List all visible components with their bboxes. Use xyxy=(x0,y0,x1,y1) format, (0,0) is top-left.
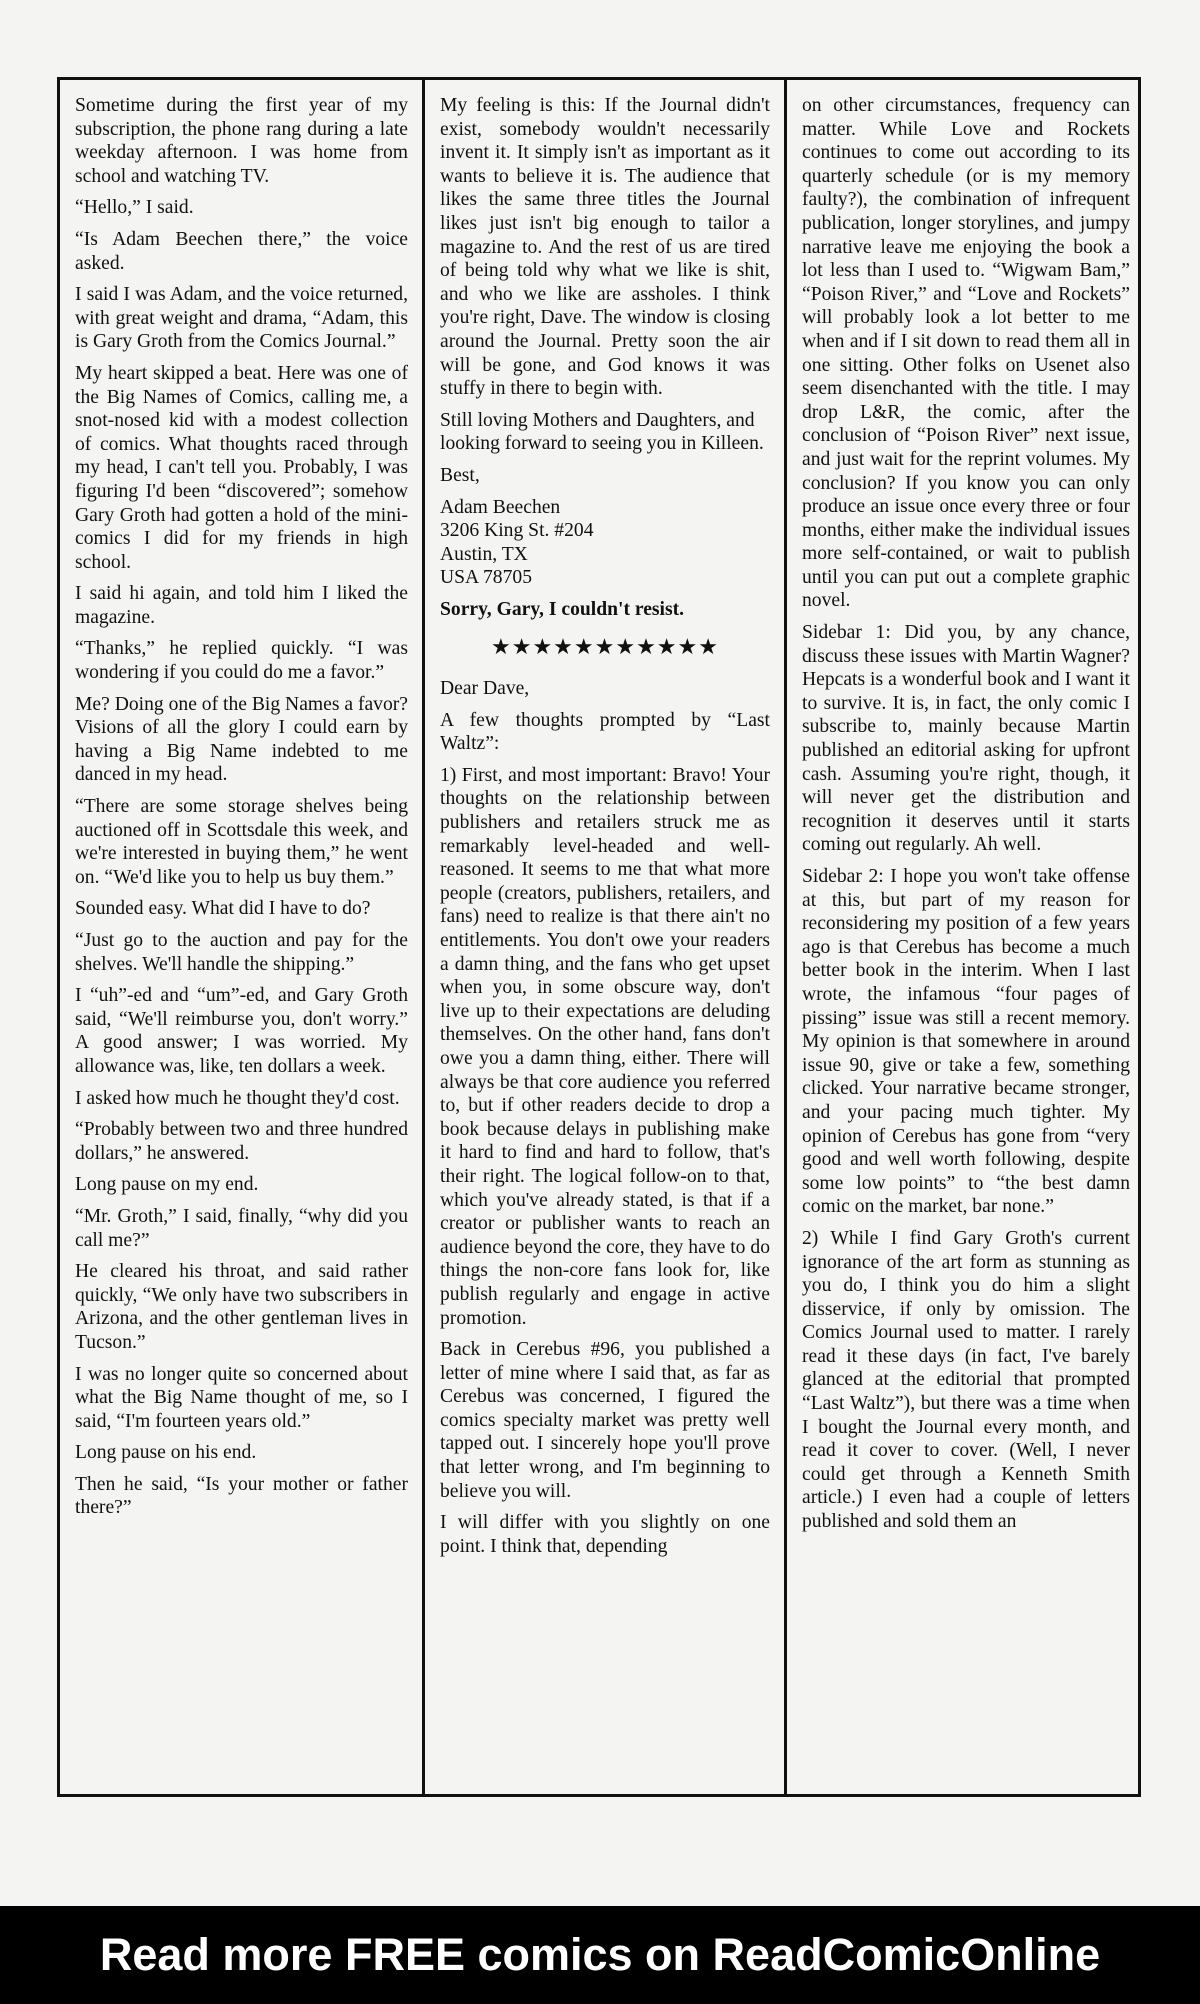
closing: Best, xyxy=(440,464,480,486)
salutation: Dear Dave, xyxy=(440,678,530,700)
paragraph: 1) First, and most important: Bravo! Your thoughts on the relationship between publishers and retailers struck me as remarkably level-headed and well-reasoned. It seems to me that what more people (creators, publishers, retailers, and fans) need to realize is that there ain't no entitlements. You don't owe your readers a damn thing, and the fans who get upset when you, in some obscure way, don't live up to their expectations are deluding themselves. On the other hand, fans don't owe you a damn thing, either. There will always be that core audience you referred to, but if other readers decide to drop a book because delays in publishing make it hard to find and hard to follow, that's their right. The logical follow-on to that, which you've already stated, is that if a creator or publisher wants to reach an audience beyond the core, they have to do things the non-core fans look for, like publish regularly and engage in active promotion. xyxy=(440,764,770,1329)
paragraph: Sidebar 1: Did you, by any chance, discuss these issues with Martin Wagner? Hepcats is a wonderful book and I want it to survive. It is, in fact, the only comic I subscribe to, mainly because Martin published an editorial asking for upfront cash. Assuming you're right, though, it will never get the distribution and recognition it deserves until it starts coming out regularly. Ah well. xyxy=(802,622,1130,856)
paragraph: on other circumstances, frequency can matter. While Love and Rockets continues to come out according to its quarterly schedule (or is my memory faulty?), the combination of infrequent publication, longer storylines, and jumpy narrative leave me enjoying the book a lot less than I used to. “Wigwam Bam,” “Poison River,” and “Love and Rockets” will probably look a lot better to me when and if I sit down to read them all in one sitting. Other folks on Usenet also seem disenchanted with the title. I may drop L&R, the comic, after the conclusion of “Poison River” next issue, and just wait for the reprint volumes. My conclusion? If you know you can only produce an issue once every three or four months, either make the individual issues more self-contained, or wait to publish until you can put out a complete graphic novel. xyxy=(802,95,1130,612)
paragraph: Still loving Mothers and Daughters, and looking forward to seeing you in Killeen. xyxy=(440,409,764,455)
paragraph: “Just go to the auction and pay for the shelves. We'll handle the shipping.” xyxy=(75,930,408,975)
star-divider: ★★★★★★★★★★★ xyxy=(491,634,719,660)
paragraph: A few thoughts prompted by “Last Waltz”: xyxy=(440,709,770,755)
paragraph: Long pause on my end. xyxy=(75,1174,259,1196)
paragraph: Back in Cerebus #96, you published a letter of mine where I said that, as far as Cerebus was concerned, I figured the comics specialty market was pretty well tapped out. I sincerely hope you'll prove that letter wrong, and I'm beginning to believe you will. xyxy=(440,1339,770,1502)
paragraph: He cleared his throat, and said rather quickly, “We only have two subscribers in Arizona, and the other gentleman lives in Tucson.” xyxy=(75,1261,408,1353)
paragraph: My feeling is this: If the Journal didn't exist, somebody wouldn't necessarily invent it. It simply isn't as important as it wants to believe it is. The audience that likes the same three titles the Journal likes just isn't big enough to tailor a magazine to. And the rest of us are tired of being told why what we like is shit, and who we like are assholes. I think you're right, Dave. The window is closing around the Journal. Pretty soon the air will be gone, and God knows it was stuffy in there to begin with. xyxy=(440,95,770,400)
paragraph: “Is Adam Beechen there,” the voice asked. xyxy=(75,228,408,274)
paragraph: “Hello,” I said. xyxy=(75,197,194,219)
signature-city: Austin, TX xyxy=(440,543,528,565)
editor-reply: Sorry, Gary, I couldn't resist. xyxy=(440,598,685,620)
signature-name: Adam Beechen xyxy=(440,496,561,518)
paragraph: I was no longer quite so concerned about what the Big Name thought of me, so I said, “I'm fourteen years old.” xyxy=(75,1363,408,1432)
promo-banner[interactable]: Read more FREE comics on ReadComicOnline xyxy=(0,1906,1200,2004)
paragraph: Then he said, “Is your mother or father there?” xyxy=(75,1473,408,1519)
letter-column-1 xyxy=(60,80,422,1794)
paragraph: Sometime during the first year of my subscription, the phone rang during a late weekday afternoon. I was home from school and watching TV. xyxy=(75,95,408,187)
paragraph: I will differ with you slightly on one point. I think that, depending xyxy=(440,1512,770,1557)
paragraph: “Probably between two and three hundred dollars,” he answered. xyxy=(75,1119,408,1164)
paragraph: “Thanks,” he replied quickly. “I was wondering if you could do me a favor.” xyxy=(75,638,408,684)
paragraph: 2) While I find Gary Groth's current ignorance of the art form as stunning as you do, I think you do him a slight disservice, if only by omission. The Comics Journal used to matter. I rarely read it these days (in fact, I've barely glanced at the editorial that prompted “Last Waltz”), but there was a time when I bought the Journal every month, and read it cover to cover. (Well, I never could get through a Kenneth Smith article.) I even had a couple of letters published and sold them an xyxy=(802,1227,1130,1533)
letter-column-2 xyxy=(422,80,784,1794)
signature-address: 3206 King St. #204 xyxy=(440,520,594,542)
paragraph: “Mr. Groth,” I said, finally, “why did you call me?” xyxy=(75,1205,408,1251)
paragraph: I asked how much he thought they'd cost. xyxy=(75,1087,400,1109)
signature-block xyxy=(440,496,770,590)
paragraph: Long pause on his end. xyxy=(75,1442,257,1464)
signature-country: USA 78705 xyxy=(440,567,532,589)
paragraph: “There are some storage shelves being auctioned off in Scottsdale this week, and we're interested in buying them,” he went on. “We'd like you to help us buy them.” xyxy=(75,796,408,888)
letters-page-frame xyxy=(57,77,1141,1797)
paragraph: I “uh”-ed and “um”-ed, and Gary Groth said, “We'll reimburse you, don't worry.” A good answer; I was worried. My allowance was, like, ten dollars a week. xyxy=(75,985,408,1077)
paragraph: Sidebar 2: I hope you won't take offense at this, but part of my reason for reconsidering my position of a few years ago is that Cerebus has become a much better book in the interim. When I last wrote, the infamous “four pages of pissing” issue was still a recent memory. My opinion is that somewhere in around issue 90, give or take a few, something clicked. Your narrative became stronger, and your pacing much tighter. My opinion of Cerebus has gone from “very good and well worth following, despite some low points” to “the best damn comic on the market, bar none.” xyxy=(802,866,1130,1218)
paragraph: I said I was Adam, and the voice returned, with great weight and drama, “Adam, this is Gary Groth from the Comics Journal.” xyxy=(75,284,408,353)
paragraph: Me? Doing one of the Big Names a favor? Visions of all the glory I could earn by having a Big Name indebted to me danced in my head. xyxy=(75,693,408,786)
letter-column-3 xyxy=(784,80,1144,1794)
paragraph: My heart skipped a beat. Here was one of the Big Names of Comics, calling me, a snot-nosed kid with a modest collection of comics. What thoughts raced through my head, I can't tell you. Probably, I was figuring I'd been “discovered”; somehow Gary Groth had gotten a hold of the mini-comics I did for my friends in high school. xyxy=(75,362,408,573)
paragraph: I said hi again, and told him I liked the magazine. xyxy=(75,583,408,628)
paragraph: Sounded easy. What did I have to do? xyxy=(75,898,371,920)
